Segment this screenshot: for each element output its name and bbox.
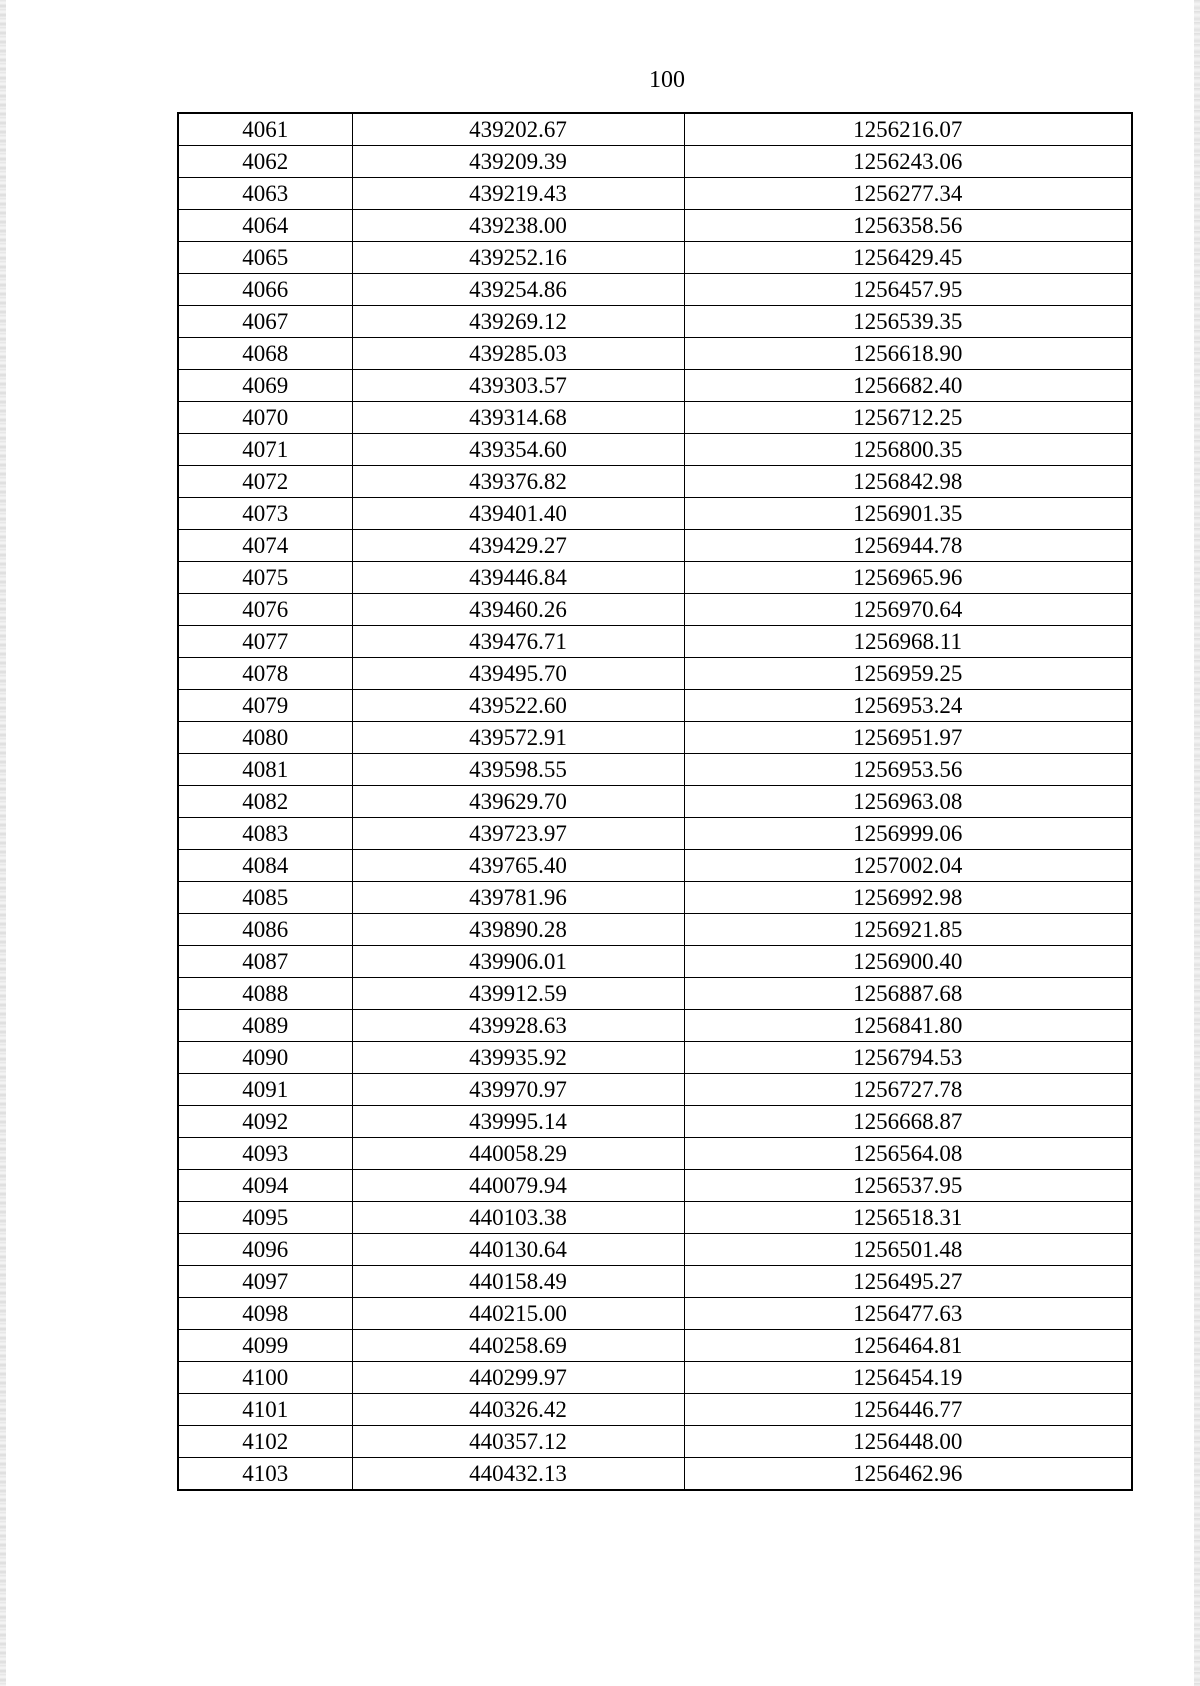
y-coordinate-cell: 1256446.77 (684, 1394, 1132, 1426)
x-coordinate-cell: 439460.26 (352, 594, 684, 626)
x-coordinate-cell: 439219.43 (352, 178, 684, 210)
y-coordinate-cell: 1256243.06 (684, 146, 1132, 178)
y-coordinate-cell: 1256841.80 (684, 1010, 1132, 1042)
table-row (178, 434, 1132, 466)
x-coordinate-cell: 439269.12 (352, 306, 684, 338)
x-coordinate-cell: 439238.00 (352, 210, 684, 242)
point-number-cell: 4101 (178, 1394, 352, 1426)
point-number-cell: 4090 (178, 1042, 352, 1074)
table-row (178, 338, 1132, 370)
point-number-cell: 4083 (178, 818, 352, 850)
x-coordinate-cell: 439376.82 (352, 466, 684, 498)
point-number-cell: 4075 (178, 562, 352, 594)
x-coordinate-cell: 439723.97 (352, 818, 684, 850)
table-row (178, 242, 1132, 274)
x-coordinate-cell: 439598.55 (352, 754, 684, 786)
y-coordinate-cell: 1256454.19 (684, 1362, 1132, 1394)
x-coordinate-cell: 439303.57 (352, 370, 684, 402)
point-number-cell: 4069 (178, 370, 352, 402)
x-coordinate-cell: 440079.94 (352, 1170, 684, 1202)
y-coordinate-cell: 1256668.87 (684, 1106, 1132, 1138)
y-coordinate-cell: 1256953.56 (684, 754, 1132, 786)
point-number-cell: 4097 (178, 1266, 352, 1298)
table-row (178, 594, 1132, 626)
x-coordinate-cell: 440058.29 (352, 1138, 684, 1170)
table-row (178, 1106, 1132, 1138)
x-coordinate-cell: 439522.60 (352, 690, 684, 722)
point-number-cell: 4077 (178, 626, 352, 658)
point-number-cell: 4073 (178, 498, 352, 530)
table-row (178, 1074, 1132, 1106)
y-coordinate-cell: 1256727.78 (684, 1074, 1132, 1106)
table-row (178, 914, 1132, 946)
table-row (178, 274, 1132, 306)
y-coordinate-cell: 1256564.08 (684, 1138, 1132, 1170)
point-number-cell: 4082 (178, 786, 352, 818)
table-row (178, 306, 1132, 338)
table-row (178, 1010, 1132, 1042)
x-coordinate-cell: 439495.70 (352, 658, 684, 690)
point-number-cell: 4076 (178, 594, 352, 626)
y-coordinate-cell: 1256477.63 (684, 1298, 1132, 1330)
x-coordinate-cell: 440326.42 (352, 1394, 684, 1426)
table-row (178, 370, 1132, 402)
point-number-cell: 4092 (178, 1106, 352, 1138)
y-coordinate-cell: 1256277.34 (684, 178, 1132, 210)
point-number-cell: 4065 (178, 242, 352, 274)
point-number-cell: 4091 (178, 1074, 352, 1106)
x-coordinate-cell: 439209.39 (352, 146, 684, 178)
x-coordinate-cell: 439401.40 (352, 498, 684, 530)
x-coordinate-cell: 439476.71 (352, 626, 684, 658)
point-number-cell: 4068 (178, 338, 352, 370)
y-coordinate-cell: 1256216.07 (684, 113, 1132, 146)
y-coordinate-cell: 1256457.95 (684, 274, 1132, 306)
table-row (178, 1042, 1132, 1074)
point-number-cell: 4099 (178, 1330, 352, 1362)
x-coordinate-cell: 440299.97 (352, 1362, 684, 1394)
coordinate-table (177, 112, 1133, 1491)
point-number-cell: 4064 (178, 210, 352, 242)
point-number-cell: 4081 (178, 754, 352, 786)
x-coordinate-cell: 440215.00 (352, 1298, 684, 1330)
x-coordinate-cell: 440158.49 (352, 1266, 684, 1298)
x-coordinate-cell: 439890.28 (352, 914, 684, 946)
table-row (178, 210, 1132, 242)
page-number: 100 (649, 67, 685, 93)
x-coordinate-cell: 439252.16 (352, 242, 684, 274)
y-coordinate-cell: 1256944.78 (684, 530, 1132, 562)
x-coordinate-cell: 439995.14 (352, 1106, 684, 1138)
y-coordinate-cell: 1256992.98 (684, 882, 1132, 914)
x-coordinate-cell: 439912.59 (352, 978, 684, 1010)
table-row (178, 1170, 1132, 1202)
y-coordinate-cell: 1256965.96 (684, 562, 1132, 594)
x-coordinate-cell: 439254.86 (352, 274, 684, 306)
table-row (178, 178, 1132, 210)
y-coordinate-cell: 1256518.31 (684, 1202, 1132, 1234)
scan-edge-left (0, 0, 6, 1686)
y-coordinate-cell: 1256963.08 (684, 786, 1132, 818)
y-coordinate-cell: 1256501.48 (684, 1234, 1132, 1266)
point-number-cell: 4071 (178, 434, 352, 466)
x-coordinate-cell: 439202.67 (352, 113, 684, 146)
y-coordinate-cell: 1256901.35 (684, 498, 1132, 530)
table-row (178, 1202, 1132, 1234)
table-row (178, 146, 1132, 178)
point-number-cell: 4102 (178, 1426, 352, 1458)
y-coordinate-cell: 1256539.35 (684, 306, 1132, 338)
table-row (178, 1138, 1132, 1170)
point-number-cell: 4063 (178, 178, 352, 210)
table-row (178, 466, 1132, 498)
y-coordinate-cell: 1256537.95 (684, 1170, 1132, 1202)
x-coordinate-cell: 439781.96 (352, 882, 684, 914)
point-number-cell: 4096 (178, 1234, 352, 1266)
x-coordinate-cell: 439935.92 (352, 1042, 684, 1074)
table-row (178, 658, 1132, 690)
y-coordinate-cell: 1256951.97 (684, 722, 1132, 754)
point-number-cell: 4089 (178, 1010, 352, 1042)
y-coordinate-cell: 1256970.64 (684, 594, 1132, 626)
point-number-cell: 4088 (178, 978, 352, 1010)
point-number-cell: 4100 (178, 1362, 352, 1394)
x-coordinate-cell: 440357.12 (352, 1426, 684, 1458)
x-coordinate-cell: 439314.68 (352, 402, 684, 434)
point-number-cell: 4093 (178, 1138, 352, 1170)
point-number-cell: 4084 (178, 850, 352, 882)
x-coordinate-cell: 439572.91 (352, 722, 684, 754)
x-coordinate-cell: 440103.38 (352, 1202, 684, 1234)
point-number-cell: 4066 (178, 274, 352, 306)
y-coordinate-cell: 1256448.00 (684, 1426, 1132, 1458)
table-row (178, 1426, 1132, 1458)
table-row (178, 626, 1132, 658)
x-coordinate-cell: 440432.13 (352, 1458, 684, 1491)
y-coordinate-cell: 1256959.25 (684, 658, 1132, 690)
table-row (178, 754, 1132, 786)
x-coordinate-cell: 440130.64 (352, 1234, 684, 1266)
x-coordinate-cell: 439446.84 (352, 562, 684, 594)
x-coordinate-cell: 439629.70 (352, 786, 684, 818)
table-row (178, 690, 1132, 722)
x-coordinate-cell: 439906.01 (352, 946, 684, 978)
x-coordinate-cell: 440258.69 (352, 1330, 684, 1362)
y-coordinate-cell: 1256618.90 (684, 338, 1132, 370)
y-coordinate-cell: 1256921.85 (684, 914, 1132, 946)
x-coordinate-cell: 439429.27 (352, 530, 684, 562)
y-coordinate-cell: 1256999.06 (684, 818, 1132, 850)
point-number-cell: 4067 (178, 306, 352, 338)
point-number-cell: 4095 (178, 1202, 352, 1234)
table-row (178, 1362, 1132, 1394)
y-coordinate-cell: 1256968.11 (684, 626, 1132, 658)
table-row (178, 1298, 1132, 1330)
table-row (178, 1330, 1132, 1362)
y-coordinate-cell: 1256900.40 (684, 946, 1132, 978)
point-number-cell: 4070 (178, 402, 352, 434)
table-row (178, 1458, 1132, 1491)
table-row (178, 818, 1132, 850)
point-number-cell: 4080 (178, 722, 352, 754)
point-number-cell: 4087 (178, 946, 352, 978)
scan-edge-right (1194, 0, 1200, 1686)
table-row (178, 882, 1132, 914)
point-number-cell: 4085 (178, 882, 352, 914)
point-number-cell: 4094 (178, 1170, 352, 1202)
table-row (178, 113, 1132, 146)
table-row (178, 786, 1132, 818)
y-coordinate-cell: 1256682.40 (684, 370, 1132, 402)
point-number-cell: 4098 (178, 1298, 352, 1330)
table-row (178, 562, 1132, 594)
y-coordinate-cell: 1256358.56 (684, 210, 1132, 242)
y-coordinate-cell: 1256712.25 (684, 402, 1132, 434)
table-row (178, 1266, 1132, 1298)
table-row (178, 402, 1132, 434)
point-number-cell: 4072 (178, 466, 352, 498)
table-row (178, 978, 1132, 1010)
table-row (178, 1234, 1132, 1266)
y-coordinate-cell: 1256462.96 (684, 1458, 1132, 1491)
x-coordinate-cell: 439765.40 (352, 850, 684, 882)
y-coordinate-cell: 1256495.27 (684, 1266, 1132, 1298)
y-coordinate-cell: 1256464.81 (684, 1330, 1132, 1362)
table-row (178, 498, 1132, 530)
point-number-cell: 4074 (178, 530, 352, 562)
point-number-cell: 4062 (178, 146, 352, 178)
point-number-cell: 4061 (178, 113, 352, 146)
point-number-cell: 4086 (178, 914, 352, 946)
y-coordinate-cell: 1256794.53 (684, 1042, 1132, 1074)
x-coordinate-cell: 439970.97 (352, 1074, 684, 1106)
x-coordinate-cell: 439285.03 (352, 338, 684, 370)
table-row (178, 722, 1132, 754)
y-coordinate-cell: 1256842.98 (684, 466, 1132, 498)
table-row (178, 850, 1132, 882)
table-row (178, 946, 1132, 978)
table-row (178, 1394, 1132, 1426)
coordinate-table-body (178, 113, 1132, 1490)
point-number-cell: 4078 (178, 658, 352, 690)
y-coordinate-cell: 1256887.68 (684, 978, 1132, 1010)
y-coordinate-cell: 1256429.45 (684, 242, 1132, 274)
y-coordinate-cell: 1257002.04 (684, 850, 1132, 882)
table-row (178, 530, 1132, 562)
x-coordinate-cell: 439354.60 (352, 434, 684, 466)
point-number-cell: 4079 (178, 690, 352, 722)
y-coordinate-cell: 1256953.24 (684, 690, 1132, 722)
point-number-cell: 4103 (178, 1458, 352, 1491)
y-coordinate-cell: 1256800.35 (684, 434, 1132, 466)
x-coordinate-cell: 439928.63 (352, 1010, 684, 1042)
